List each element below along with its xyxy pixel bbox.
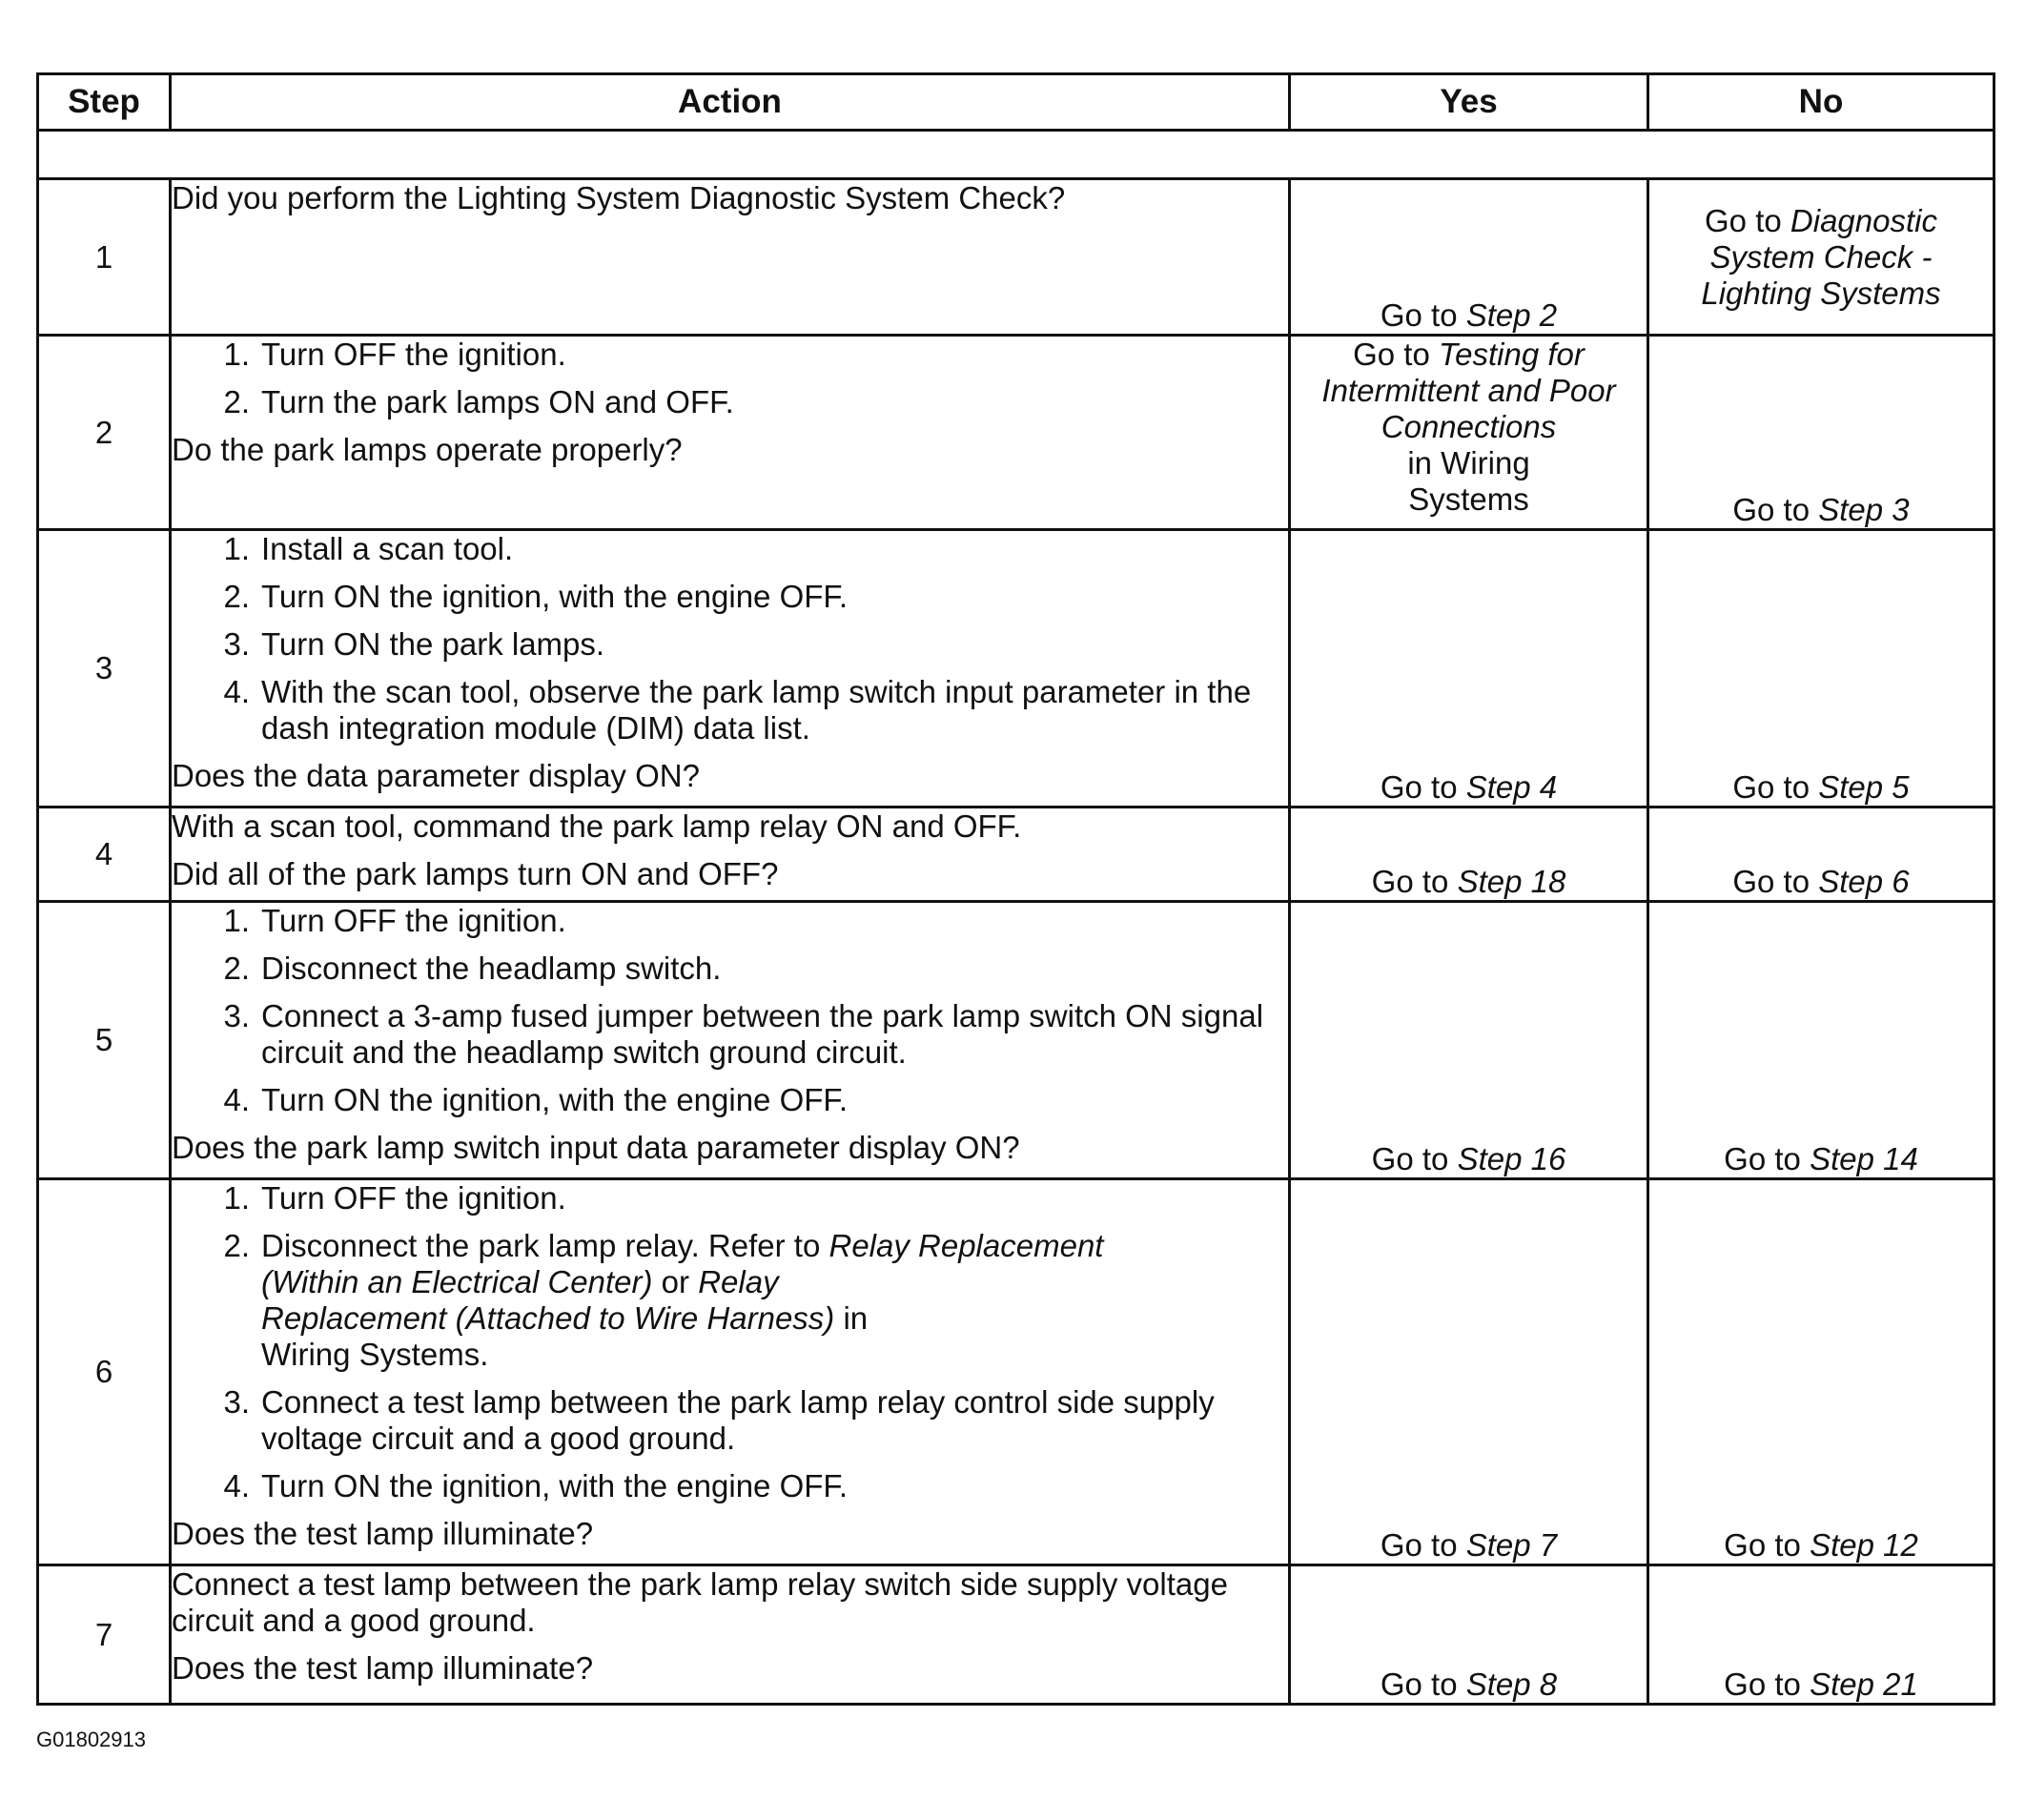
yes-prefix: Go to (1371, 1141, 1458, 1176)
yes-cell (1290, 336, 1648, 530)
no-prefix: Go to (1705, 202, 1790, 238)
action-cell (171, 336, 1290, 530)
item-number: 2. (223, 951, 250, 986)
table-row (38, 336, 1994, 530)
item-text: Install a scan tool. (261, 531, 514, 566)
list-item (172, 531, 1288, 567)
list-item (172, 1180, 1288, 1217)
no-cell (1648, 1179, 1994, 1565)
item-number: 1. (223, 903, 250, 938)
item-number: 1. (223, 531, 250, 566)
item-number: 3. (223, 626, 250, 662)
action-header: Action (171, 74, 1290, 131)
no-target-2: System Check - (1709, 238, 1933, 275)
item-text: Turn ON the ignition, with the engine OFF. (261, 579, 849, 614)
no-line-1 (1649, 203, 1993, 239)
figure-id: G01802913 (36, 1728, 146, 1751)
question-text: Do the park lamps operate properly? (172, 432, 683, 467)
yes-cell (1290, 1179, 1648, 1565)
question-text: Does the test lamp illuminate? (172, 1516, 594, 1551)
item-text-part: in (834, 1300, 869, 1336)
action-cell (171, 808, 1290, 902)
blank-row (38, 131, 1994, 179)
yes-target-2: Intermittent and Poor (1321, 373, 1616, 408)
question-text: Does the data parameter display ON? (172, 758, 700, 793)
list-item (172, 337, 1288, 373)
item-number: 1. (223, 1180, 250, 1216)
reference-link[interactable]: Relay Replacement (828, 1228, 1104, 1263)
step-number: 6 (38, 1179, 171, 1565)
no-header: No (1648, 74, 1994, 131)
question-text: Did all of the park lamps turn ON and OFF? (172, 856, 779, 891)
step-number: 7 (38, 1565, 171, 1705)
list-item (172, 951, 1288, 987)
item-number: 3. (223, 998, 250, 1033)
item-text: Turn OFF the ignition. (261, 1180, 566, 1216)
item-text: Connect a test lamp between the park lamp relay control side supply voltage circuit and a good ground. (261, 1384, 1215, 1456)
no-prefix: Go to (1732, 492, 1819, 527)
item-text (261, 1228, 1288, 1373)
substep-list (172, 903, 1288, 1118)
no-cell (1648, 808, 1994, 902)
yes-prefix: Go to (1380, 297, 1466, 333)
step-number: 1 (38, 179, 171, 336)
no-cell (1648, 336, 1994, 530)
item-text: Turn ON the ignition, with the engine OFF. (261, 1082, 849, 1117)
item-number: 3. (223, 1384, 250, 1420)
no-target-3: Lighting Systems (1701, 275, 1941, 311)
table-row (38, 179, 1994, 336)
step-header: Step (38, 74, 171, 131)
no-target: Step 3 (1818, 492, 1910, 527)
item-text: Turn OFF the ignition. (261, 337, 566, 372)
no-cell (1648, 902, 1994, 1179)
yes-target: Step 16 (1457, 1141, 1566, 1176)
item-number: 2. (223, 579, 250, 614)
item-number: 2. (223, 384, 250, 419)
item-text-part: Wiring Systems. (261, 1337, 489, 1372)
yes-prefix: Go to (1380, 769, 1466, 805)
yes-prefix: Go to (1380, 1667, 1466, 1702)
step-number: 3 (38, 530, 171, 808)
question-text: Did you perform the Lighting System Diagnostic System Check? (172, 180, 1066, 215)
action-cell (171, 530, 1290, 808)
no-target: Step 6 (1818, 864, 1910, 899)
yes-target: Step 4 (1465, 769, 1558, 805)
action-cell (171, 1565, 1290, 1705)
yes-cell (1290, 1565, 1648, 1705)
substep-list (172, 337, 1288, 420)
yes-cell (1290, 179, 1648, 336)
list-item (172, 674, 1288, 746)
yes-target: Step 18 (1457, 864, 1566, 899)
no-target: Step 12 (1810, 1527, 1918, 1563)
no-prefix: Go to (1732, 769, 1819, 805)
item-text: Disconnect the headlamp switch. (261, 951, 722, 986)
action-cell (171, 1179, 1290, 1565)
item-number: 1. (223, 337, 250, 372)
yes-header: Yes (1290, 74, 1648, 131)
table-row (38, 1565, 1994, 1705)
action-text: Connect a test lamp between the park lamp relay switch side supply voltage circuit and a good ground. (172, 1566, 1228, 1638)
action-cell (171, 902, 1290, 1179)
yes-target: Step 2 (1465, 297, 1558, 333)
item-text-part: or (652, 1264, 699, 1299)
item-text: Turn the park lamps ON and OFF. (261, 384, 734, 419)
item-number: 4. (223, 674, 250, 709)
yes-prefix: Go to (1353, 337, 1439, 372)
item-number: 4. (223, 1468, 250, 1503)
list-item (172, 1468, 1288, 1504)
no-target: Step 21 (1810, 1667, 1918, 1702)
yes-cell (1290, 530, 1648, 808)
no-target: Step 14 (1810, 1141, 1918, 1176)
yes-prefix: Go to (1371, 864, 1458, 899)
item-text: Turn OFF the ignition. (261, 903, 566, 938)
reference-link[interactable]: Relay (698, 1264, 779, 1299)
header-row (38, 74, 1994, 131)
item-number: 4. (223, 1082, 250, 1117)
yes-target: Step 8 (1465, 1667, 1558, 1702)
list-item (172, 903, 1288, 939)
substep-list (172, 531, 1288, 746)
yes-cell (1290, 902, 1648, 1179)
item-text-part: Disconnect the park lamp relay. Refer to (261, 1228, 829, 1263)
list-item (172, 626, 1288, 663)
item-number: 2. (223, 1228, 250, 1263)
yes-line-1 (1291, 337, 1647, 373)
list-item (172, 1228, 1288, 1373)
item-text: Connect a 3-amp fused jumper between the park lamp switch ON signal circuit and the headlamp switch ground circuit. (261, 998, 1264, 1070)
yes-cell (1290, 808, 1648, 902)
item-text: Turn ON the ignition, with the engine OFF. (261, 1468, 849, 1503)
table-row (38, 902, 1994, 1179)
question-text: Does the park lamp switch input data parameter display ON? (172, 1130, 1020, 1165)
item-text: Turn ON the park lamps. (261, 626, 605, 662)
no-cell (1648, 530, 1994, 808)
item-text: With the scan tool, observe the park lamp switch input parameter in the dash integration module (DIM) data list. (261, 674, 1252, 746)
list-item (172, 1082, 1288, 1118)
question-text: Does the test lamp illuminate? (172, 1650, 594, 1686)
step-number: 5 (38, 902, 171, 1179)
no-prefix: Go to (1724, 1141, 1810, 1176)
diagnostic-table (36, 72, 1995, 1706)
step-number: 4 (38, 808, 171, 902)
substep-list (172, 1180, 1288, 1504)
no-prefix: Go to (1732, 864, 1819, 899)
no-prefix: Go to (1724, 1667, 1810, 1702)
no-target-1: Diagnostic (1790, 202, 1937, 238)
table-row (38, 1179, 1994, 1565)
yes-target-1: Testing for (1439, 337, 1585, 372)
reference-link[interactable]: (Within an Electrical Center) (261, 1264, 653, 1299)
table-row (38, 530, 1994, 808)
list-item (172, 1384, 1288, 1457)
list-item (172, 384, 1288, 420)
table-row (38, 808, 1994, 902)
no-cell (1648, 179, 1994, 336)
reference-link[interactable]: Replacement (Attached to Wire Harness) (261, 1300, 835, 1336)
list-item (172, 998, 1288, 1071)
yes-target: Step 7 (1465, 1527, 1558, 1563)
list-item (172, 579, 1288, 615)
no-prefix: Go to (1724, 1527, 1810, 1563)
blank-cell (38, 131, 1994, 179)
yes-target-3: Connections (1381, 409, 1557, 444)
action-text: With a scan tool, command the park lamp relay ON and OFF. (172, 808, 1022, 844)
yes-suffix-2: Systems (1408, 481, 1529, 517)
yes-prefix: Go to (1380, 1527, 1466, 1563)
yes-suffix-1: in Wiring (1407, 445, 1530, 481)
no-target: Step 5 (1818, 769, 1910, 805)
no-cell (1648, 1565, 1994, 1705)
step-number: 2 (38, 336, 171, 530)
action-cell (171, 179, 1290, 336)
